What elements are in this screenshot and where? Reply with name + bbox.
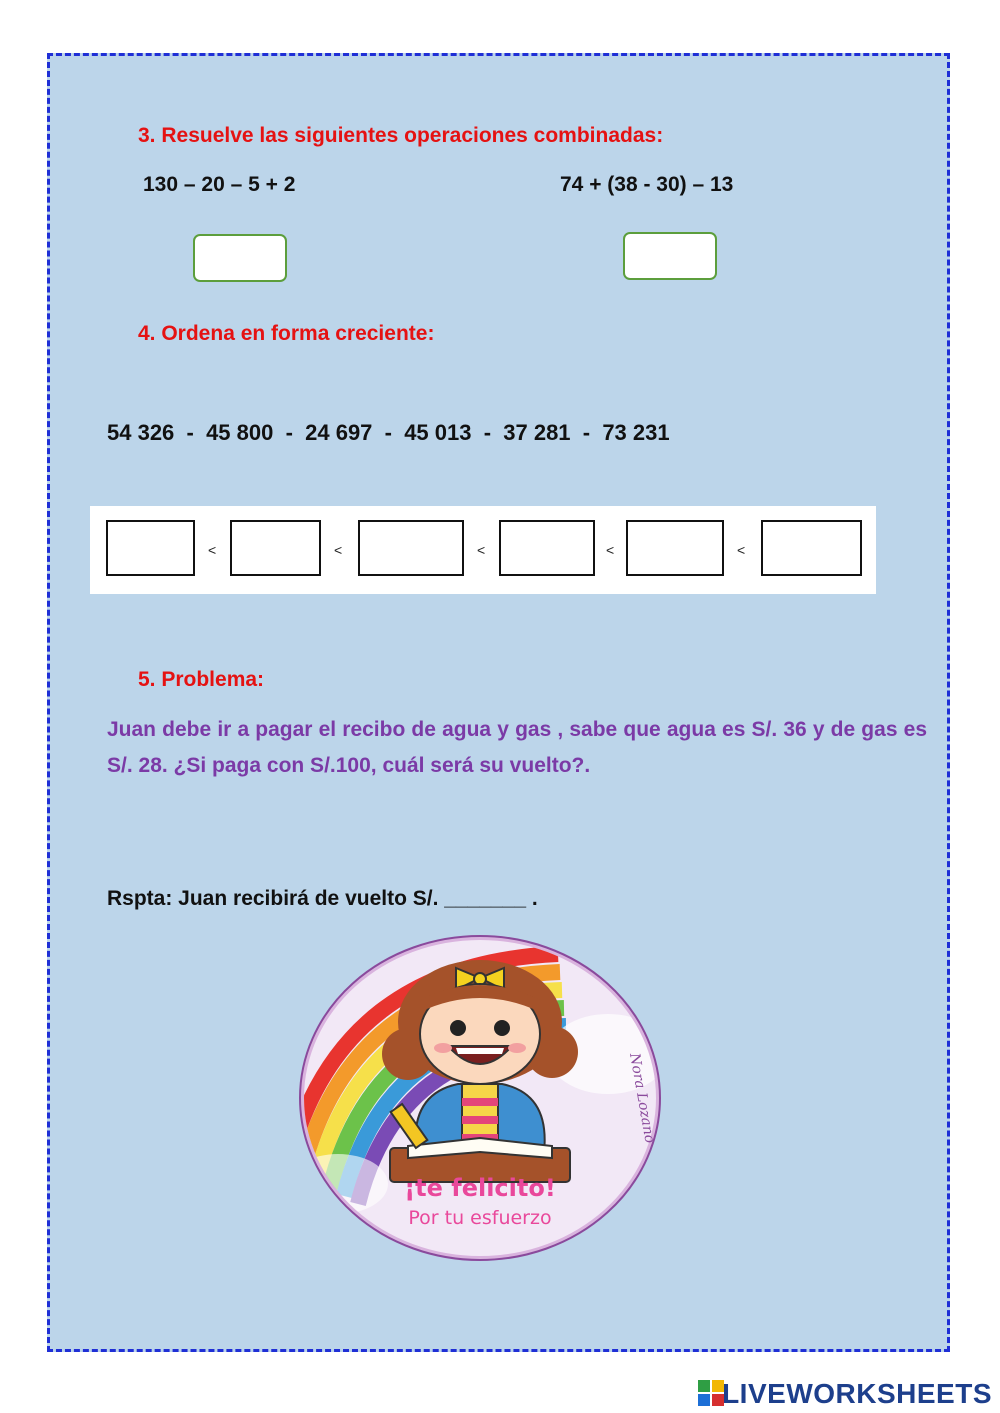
less-than-symbol: < xyxy=(477,542,486,558)
q5-answer-line: Rspta: Juan recibirá de vuelto S/. _______ . xyxy=(107,887,538,910)
q3-title: 3. Resuelve las siguientes operaciones combinadas: xyxy=(138,124,664,147)
q4-title: 4. Ordena en forma creciente: xyxy=(138,322,435,345)
q5-problem-text: Juan debe ir a pagar el recibo de agua y gas , sabe que agua es S/. 36 y de gas es S/. 28. ¿Si paga con S/.100, cuál será su vuelto?. xyxy=(107,718,927,777)
congrats-badge xyxy=(298,934,662,1262)
q5-title: 5. Problema: xyxy=(138,668,265,691)
q3-operation-1: 130 – 20 – 5 + 2 xyxy=(143,173,296,196)
q3-operation-2: 74 + (38 - 30) – 13 xyxy=(560,173,734,196)
girl-illustration xyxy=(382,960,578,1182)
badge-text-line2: Por tu esfuerzo xyxy=(408,1207,552,1229)
order-input-6[interactable] xyxy=(761,520,862,576)
liveworksheets-brand: LIVEWORKSHEETS xyxy=(722,1378,992,1409)
less-than-symbol: < xyxy=(208,542,217,558)
q4-order-strip xyxy=(90,506,876,594)
order-input-3[interactable] xyxy=(358,520,464,576)
less-than-symbol: < xyxy=(737,542,746,558)
q3-answer-input-1[interactable] xyxy=(193,234,287,282)
liveworksheets-logo-icon xyxy=(698,1380,724,1406)
less-than-symbol: < xyxy=(606,542,615,558)
badge-text-line1: ¡te felicito! xyxy=(404,1174,556,1202)
q3-answer-input-2[interactable] xyxy=(623,232,717,280)
order-input-1[interactable] xyxy=(106,520,195,576)
less-than-symbol: < xyxy=(334,542,343,558)
order-input-2[interactable] xyxy=(230,520,321,576)
badge-signature: Nora Lozano xyxy=(626,1051,658,1145)
order-input-5[interactable] xyxy=(626,520,724,576)
order-input-4[interactable] xyxy=(499,520,595,576)
q4-number-list: 54 326 - 45 800 - 24 697 - 45 013 - 37 281 - 73 231 xyxy=(107,420,670,445)
